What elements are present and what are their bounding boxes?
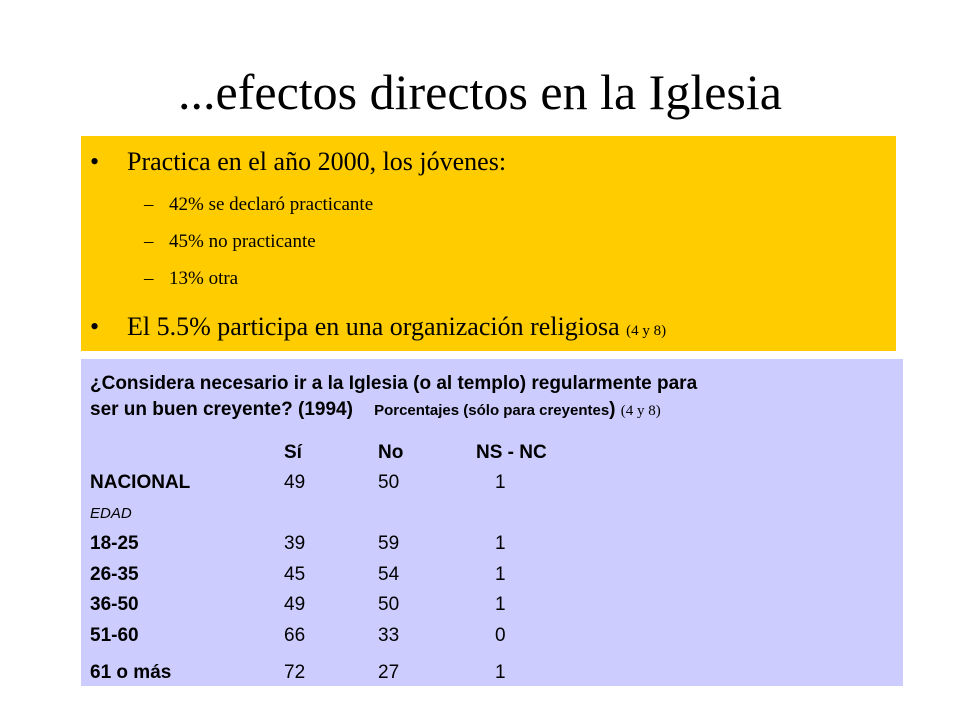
- question-line-1: ¿Considera necesario ir a la Iglesia (o al templo) regularmente para: [90, 373, 698, 394]
- cell-nsnc: 1: [495, 533, 506, 554]
- cell-no: 59: [378, 533, 400, 554]
- table-row: [81, 471, 881, 495]
- row-label: 18-25: [90, 533, 139, 554]
- sub-item-1: [144, 193, 844, 219]
- cell-nsnc: 0: [495, 625, 506, 646]
- row-label: 26-35: [90, 564, 139, 585]
- cell-si: 66: [284, 625, 306, 646]
- table-row: [81, 563, 881, 587]
- cell-si: 39: [284, 533, 306, 554]
- cell-nsnc: 1: [495, 594, 506, 615]
- cell-nsnc: 1: [495, 472, 506, 493]
- cell-no: 27: [378, 662, 400, 683]
- table-row: [81, 661, 881, 685]
- column-header-nsnc: NS - NC: [476, 442, 547, 463]
- column-header-no: No: [378, 442, 404, 463]
- cell-si: 45: [284, 564, 306, 585]
- participa-text: El 5.5% participa en una organización religiosa: [127, 312, 620, 341]
- dash: –: [144, 268, 154, 289]
- row-label: 61 o más: [90, 662, 172, 683]
- survey-question: [90, 371, 890, 424]
- question-text: ser un buen creyente? (1994): [90, 399, 353, 420]
- sub-item-3: [144, 267, 844, 293]
- reference-note: (4 y 8): [626, 323, 667, 339]
- bullet-practica-text: Practica en el año 2000, los jóvenes:: [127, 147, 507, 176]
- sub-item-2: [144, 230, 844, 256]
- row-label: EDAD: [90, 505, 132, 522]
- question-line-2: [90, 397, 890, 424]
- cell-nsnc: 1: [495, 564, 506, 585]
- bullet-dot: •: [90, 147, 100, 176]
- sub-item-text: 45% no practicante: [169, 231, 316, 252]
- note-close: ): [609, 399, 616, 420]
- dash: –: [144, 194, 154, 215]
- table-row: [81, 502, 881, 526]
- sub-item-text: 42% se declaró practicante: [169, 194, 374, 215]
- table-row: [81, 532, 881, 556]
- page-title: ...efectos directos en la Iglesia: [178, 64, 782, 120]
- reference-note: (4 y 8): [620, 403, 661, 419]
- cell-si: 72: [284, 662, 306, 683]
- row-label: 36-50: [90, 594, 139, 615]
- bullet-practica: [90, 147, 870, 179]
- column-header-si: Sí: [284, 442, 302, 463]
- cell-no: 54: [378, 564, 400, 585]
- sub-item-text: 13% otra: [169, 268, 239, 289]
- cell-no: 50: [378, 594, 400, 615]
- row-label: 51-60: [90, 625, 139, 646]
- cell-no: 33: [378, 625, 400, 646]
- dash: –: [144, 231, 154, 252]
- cell-si: 49: [284, 472, 306, 493]
- bullet-dot: •: [90, 312, 100, 341]
- table-header: [81, 441, 881, 465]
- cell-no: 50: [378, 472, 400, 493]
- cell-si: 49: [284, 594, 306, 615]
- cell-nsnc: 1: [495, 662, 506, 683]
- bullet-participa-text: [127, 312, 666, 346]
- survey-panel: [81, 359, 903, 686]
- row-label: NACIONAL: [90, 472, 191, 493]
- table-row: [81, 593, 881, 617]
- bullet-participa: [90, 312, 880, 344]
- percentages-note: Porcentajes (sólo para creyentes: [374, 402, 610, 419]
- table-row: [81, 624, 881, 648]
